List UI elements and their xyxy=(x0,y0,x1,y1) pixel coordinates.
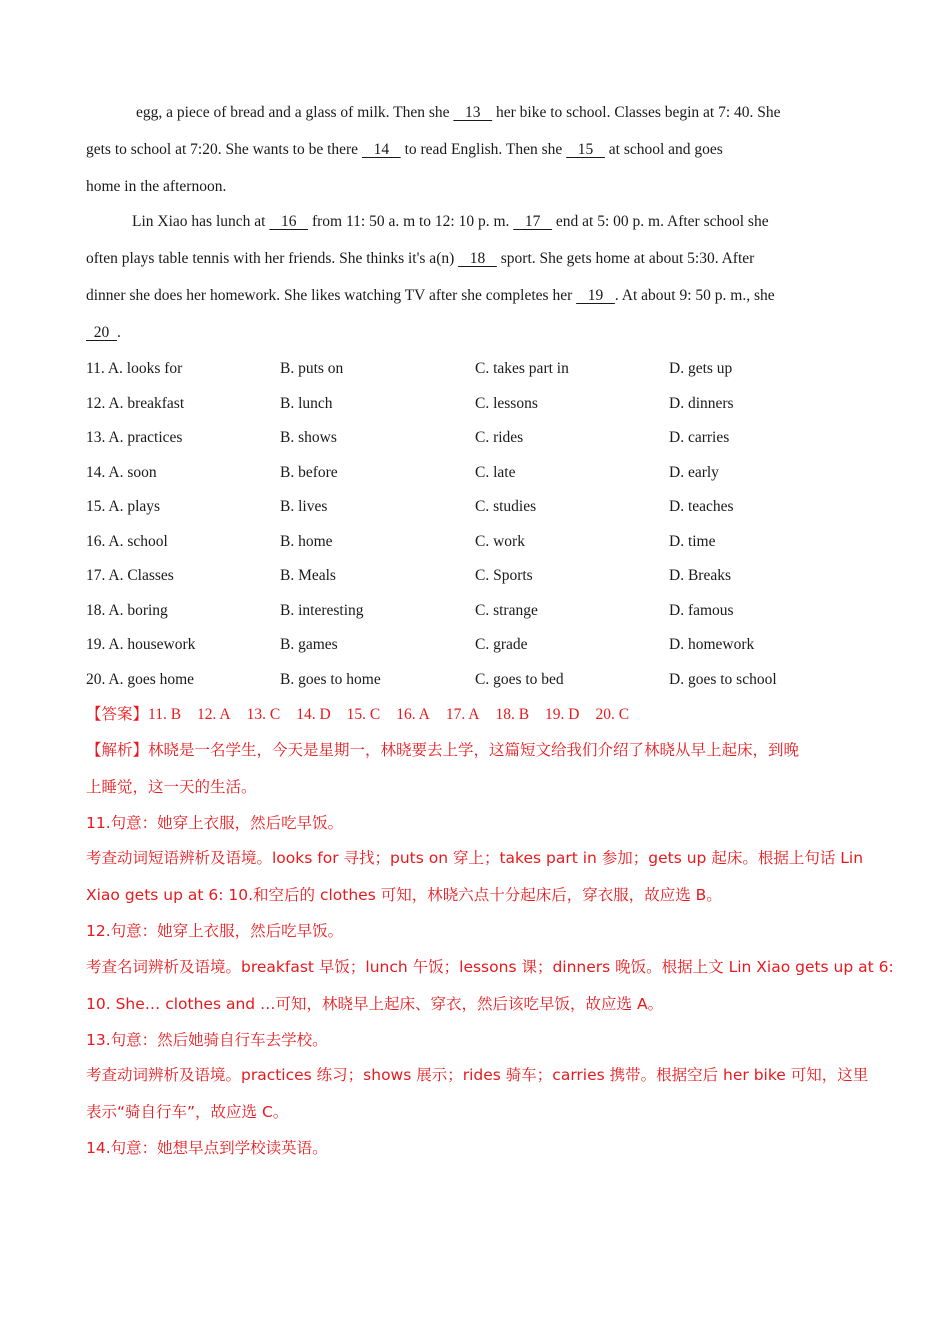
option-b: B. shows xyxy=(280,429,337,446)
option-c: C. goes to bed xyxy=(475,670,564,688)
blank-16: 16 xyxy=(269,213,309,230)
options-row-14 xyxy=(86,456,886,491)
option-a: 20. A. goes home xyxy=(86,670,195,688)
options-row-13 xyxy=(86,421,886,456)
answer-item: 14. D xyxy=(296,706,331,723)
option-b: B. goes to home xyxy=(280,670,381,688)
option-c: C. late xyxy=(475,463,516,481)
options-row-11 xyxy=(86,352,886,387)
option-c: C. strange xyxy=(475,601,538,619)
passage-text: . At about 9: 50 p. m., she xyxy=(614,287,775,304)
option-b: B. before xyxy=(280,463,338,481)
options-list xyxy=(86,352,886,697)
passage-text: dinner she does her homework. She likes watching TV after she completes her xyxy=(86,287,577,304)
option-b: B. lunch xyxy=(280,394,333,412)
answer-item: 11. B xyxy=(148,706,182,723)
options-row-18 xyxy=(86,594,886,629)
option-d: D. time xyxy=(669,532,716,550)
option-d: D. Breaks xyxy=(669,567,731,584)
answer-item: 16. A xyxy=(396,706,430,723)
passage-text: . xyxy=(117,324,121,341)
explanation-line: 13.句意：然后她骑自行车去学校。 xyxy=(86,1030,328,1049)
passage-line xyxy=(86,314,866,351)
answer-item: 17. A xyxy=(445,706,480,723)
option-c: C. takes part in xyxy=(475,360,569,377)
blank-15: 15 xyxy=(566,141,605,158)
options-row-16 xyxy=(86,525,886,560)
explanation-line: 考查名词辨析及语境。breakfast 早饭；lunch 午饭；lessons 课；dinners 晚饭。根据上文 Lin Xiao gets up at 6: xyxy=(86,957,894,976)
passage-text: gets to school at 7:20. She wants to be there xyxy=(86,141,362,158)
options-row-20 xyxy=(86,663,886,698)
option-d: D. homework xyxy=(669,636,755,653)
option-c: C. lessons xyxy=(475,394,538,412)
option-a: 17. A. Classes xyxy=(86,567,174,584)
option-c: C. grade xyxy=(475,636,528,653)
passage-paragraph-2 xyxy=(86,203,866,351)
option-d: D. goes to school xyxy=(669,670,777,688)
blank-20: 20 xyxy=(86,324,117,341)
option-b: B. games xyxy=(280,636,338,653)
option-d: D. famous xyxy=(669,601,734,619)
option-b: B. puts on xyxy=(280,360,344,377)
passage-text: sport. She gets home at about 5:30. After xyxy=(496,250,755,267)
option-d: D. early xyxy=(669,463,719,481)
passage-text: Lin Xiao has lunch at xyxy=(132,213,270,230)
explanation-line: 14.句意：她想早点到学校读英语。 xyxy=(86,1139,328,1157)
passage-text: egg, a piece of bread and a glass of milk. Then she xyxy=(136,104,454,121)
passage-line: home in the afternoon. xyxy=(86,178,227,195)
answer-item: 19. D xyxy=(545,706,580,723)
explanation-line: 考查动词辨析及语境。practices 练习；shows 展示；rides 骑车；carries 携带。根据空后 her bike 可知，这里 xyxy=(86,1066,869,1084)
option-b: B. Meals xyxy=(280,567,336,584)
option-a: 15. A. plays xyxy=(86,498,161,515)
passage-text: to read English. Then she xyxy=(400,141,567,158)
option-a: 19. A. housework xyxy=(86,636,196,653)
option-a: 12. A. breakfast xyxy=(86,394,185,412)
option-d: D. dinners xyxy=(669,394,734,412)
option-c: C. Sports xyxy=(475,567,533,584)
option-c: C. rides xyxy=(475,429,524,446)
passage-line xyxy=(86,203,866,240)
explanation-line: Xiao gets up at 6: 10.和空后的 clothes 可知，林晓六点十分起床后，穿衣服，故应选 B。 xyxy=(86,886,722,904)
explanation-line: 11.句意：她穿上衣服，然后吃早饭。 xyxy=(86,813,344,832)
passage-paragraph-1 xyxy=(86,94,866,205)
option-c: C. work xyxy=(475,532,525,550)
passage-text: end at 5: 00 p. m. After school she xyxy=(552,213,769,230)
blank-18: 18 xyxy=(458,250,497,267)
passage-text: often plays table tennis with her friends. She thinks it's a(n) xyxy=(86,250,459,267)
passage-text: from 11: 50 a. m to 12: 10 p. m. xyxy=(308,213,514,230)
option-b: B. home xyxy=(280,532,333,550)
options-row-19 xyxy=(86,628,886,663)
analysis-text: 林晓是一名学生，今天是星期一，林晓要去上学，这篇短文给我们介绍了林晓从早上起床，到晚 xyxy=(148,740,800,759)
options-row-12 xyxy=(86,387,886,422)
answer-item: 20. C xyxy=(595,706,630,723)
option-a: 16. A. school xyxy=(86,532,168,550)
option-b: B. lives xyxy=(280,498,328,515)
answer-item: 13. C xyxy=(246,706,281,723)
blank-13: 13 xyxy=(453,104,493,121)
option-d: D. carries xyxy=(669,429,730,446)
option-a: 18. A. boring xyxy=(86,601,168,619)
passage-line xyxy=(86,131,866,168)
analysis-line xyxy=(86,732,876,769)
option-c: C. studies xyxy=(475,498,537,515)
answer-label: 【答案】 xyxy=(86,705,149,723)
passage-line xyxy=(86,240,866,277)
explanation-line: 表示“骑自行车”，故应选 C。 xyxy=(86,1103,289,1121)
answer-item: 15. C xyxy=(346,706,381,723)
option-d: D. gets up xyxy=(669,360,733,377)
passage-line xyxy=(86,94,866,131)
option-a: 14. A. soon xyxy=(86,463,157,481)
passage-text: her bike to school. Classes begin at 7: 40. She xyxy=(492,104,781,121)
blank-14: 14 xyxy=(361,141,401,158)
explanation-line: 考查动词短语辨析及语境。looks for 寻找；puts on 穿上；takes part in 参加；gets up 起床。根据上句话 Lin xyxy=(86,849,864,867)
answer-item: 12. A xyxy=(197,706,231,723)
passage-text: at school and goes xyxy=(604,141,723,158)
explanation-line: 12.句意：她穿上衣服，然后吃早饭。 xyxy=(86,922,344,940)
option-d: D. teaches xyxy=(669,498,734,515)
blank-19: 19 xyxy=(576,287,615,304)
answer-section xyxy=(86,697,894,1166)
answer-line xyxy=(86,697,876,732)
option-b: B. interesting xyxy=(280,601,364,619)
options-row-17 xyxy=(86,559,886,594)
passage-line xyxy=(86,277,866,314)
option-a: 11. A. looks for xyxy=(86,360,183,377)
analysis-text: 上睡觉，这一天的生活。 xyxy=(86,777,257,796)
option-a: 13. A. practices xyxy=(86,429,183,446)
analysis-label: 【解析】 xyxy=(86,740,149,759)
options-row-15 xyxy=(86,490,886,525)
explanation-line: 10. She… clothes and …可知，林晓早上起床、穿衣，然后该吃早饭，故应选 A。 xyxy=(86,994,664,1013)
answer-item: 18. B xyxy=(495,706,530,723)
blank-17: 17 xyxy=(513,213,553,230)
